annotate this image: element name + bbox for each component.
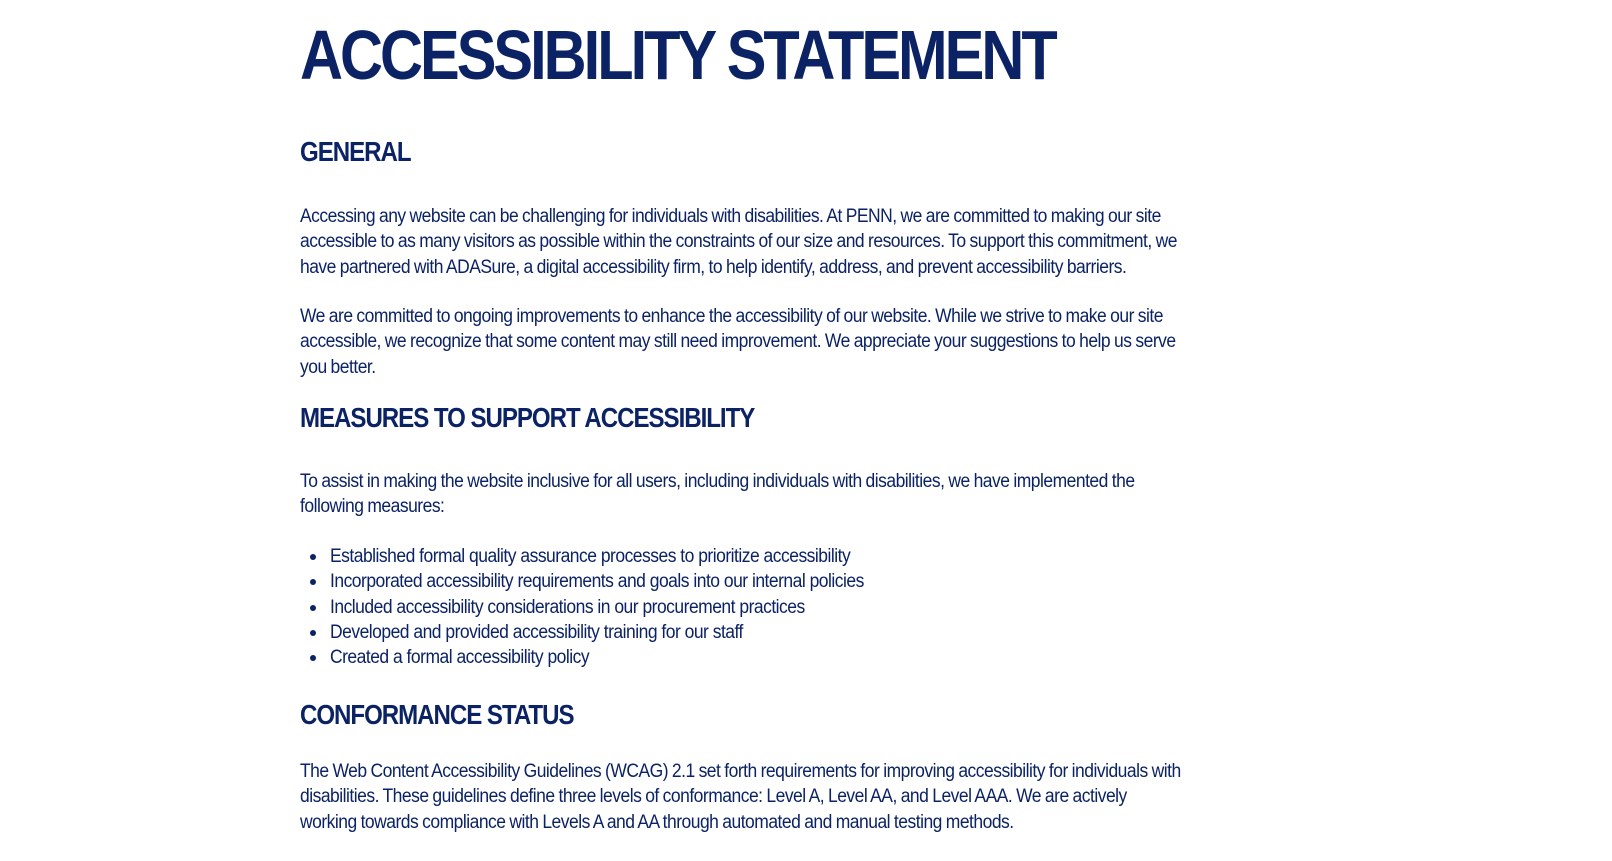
list-item-text: Included accessibility considerations in our procurement practices <box>330 596 805 618</box>
list-item-text: Developed and provided accessibility training for our staff <box>330 621 743 643</box>
general-paragraph-2-text: We are committed to ongoing improvements to enhance the accessibility of our website. While we strive to make our site accessible, we recognize that some content may still need improvement. We appreciate your suggestions to help us serve you better. <box>300 306 1176 378</box>
bullet-icon <box>310 579 316 585</box>
page-title: ACCESSIBILITY STATEMENT <box>300 16 1055 94</box>
title-block <box>300 14 1188 96</box>
measures-list <box>300 544 910 670</box>
general-paragraph-2 <box>300 304 1260 380</box>
measures-intro <box>300 469 1260 520</box>
general-heading: GENERAL <box>300 136 411 167</box>
list-item-text: Created a formal accessibility policy <box>330 647 590 669</box>
conformance-paragraph-1 <box>300 759 1260 835</box>
general-paragraph-1-text: Accessing any website can be challenging for individuals with disabilities. At PENN, we are committed to making our site accessible to as many visitors as possible within the constraints of our size and resources. To support this commitment, we have partnered with ADASure, a digital accessibility firm, to help identify, address, and prevent accessibility barriers. <box>300 206 1177 278</box>
list-item <box>300 620 910 645</box>
list-item <box>300 569 910 594</box>
bullet-icon <box>310 630 316 636</box>
list-item-text: Established formal quality assurance processes to prioritize accessibility <box>330 546 851 567</box>
bullet-icon <box>310 554 316 560</box>
general-paragraph-1 <box>300 204 1260 280</box>
bullet-icon <box>310 655 316 661</box>
bullet-icon <box>310 605 316 611</box>
list-item-text: Incorporated accessibility requirements and goals into our internal policies <box>330 571 864 593</box>
conformance-heading: CONFORMANCE STATUS <box>300 699 574 730</box>
list-item <box>300 595 910 620</box>
conformance-paragraph-1-text: The Web Content Accessibility Guidelines (WCAG) 2.1 set forth requirements for improving accessibility for individuals with disabilities. These guidelines define three levels of conformance: Level A, Level AA, and Level AAA. We are actively working towards compliance with Levels A and AA through automated and manual testing methods. <box>300 761 1181 833</box>
list-item <box>300 544 910 569</box>
measures-heading: MEASURES TO SUPPORT ACCESSIBILITY <box>300 402 755 433</box>
measures-intro-text: To assist in making the website inclusive for all users, including individuals with disabilities, we have implemented the following measures: <box>300 471 1135 518</box>
list-item <box>300 645 910 670</box>
